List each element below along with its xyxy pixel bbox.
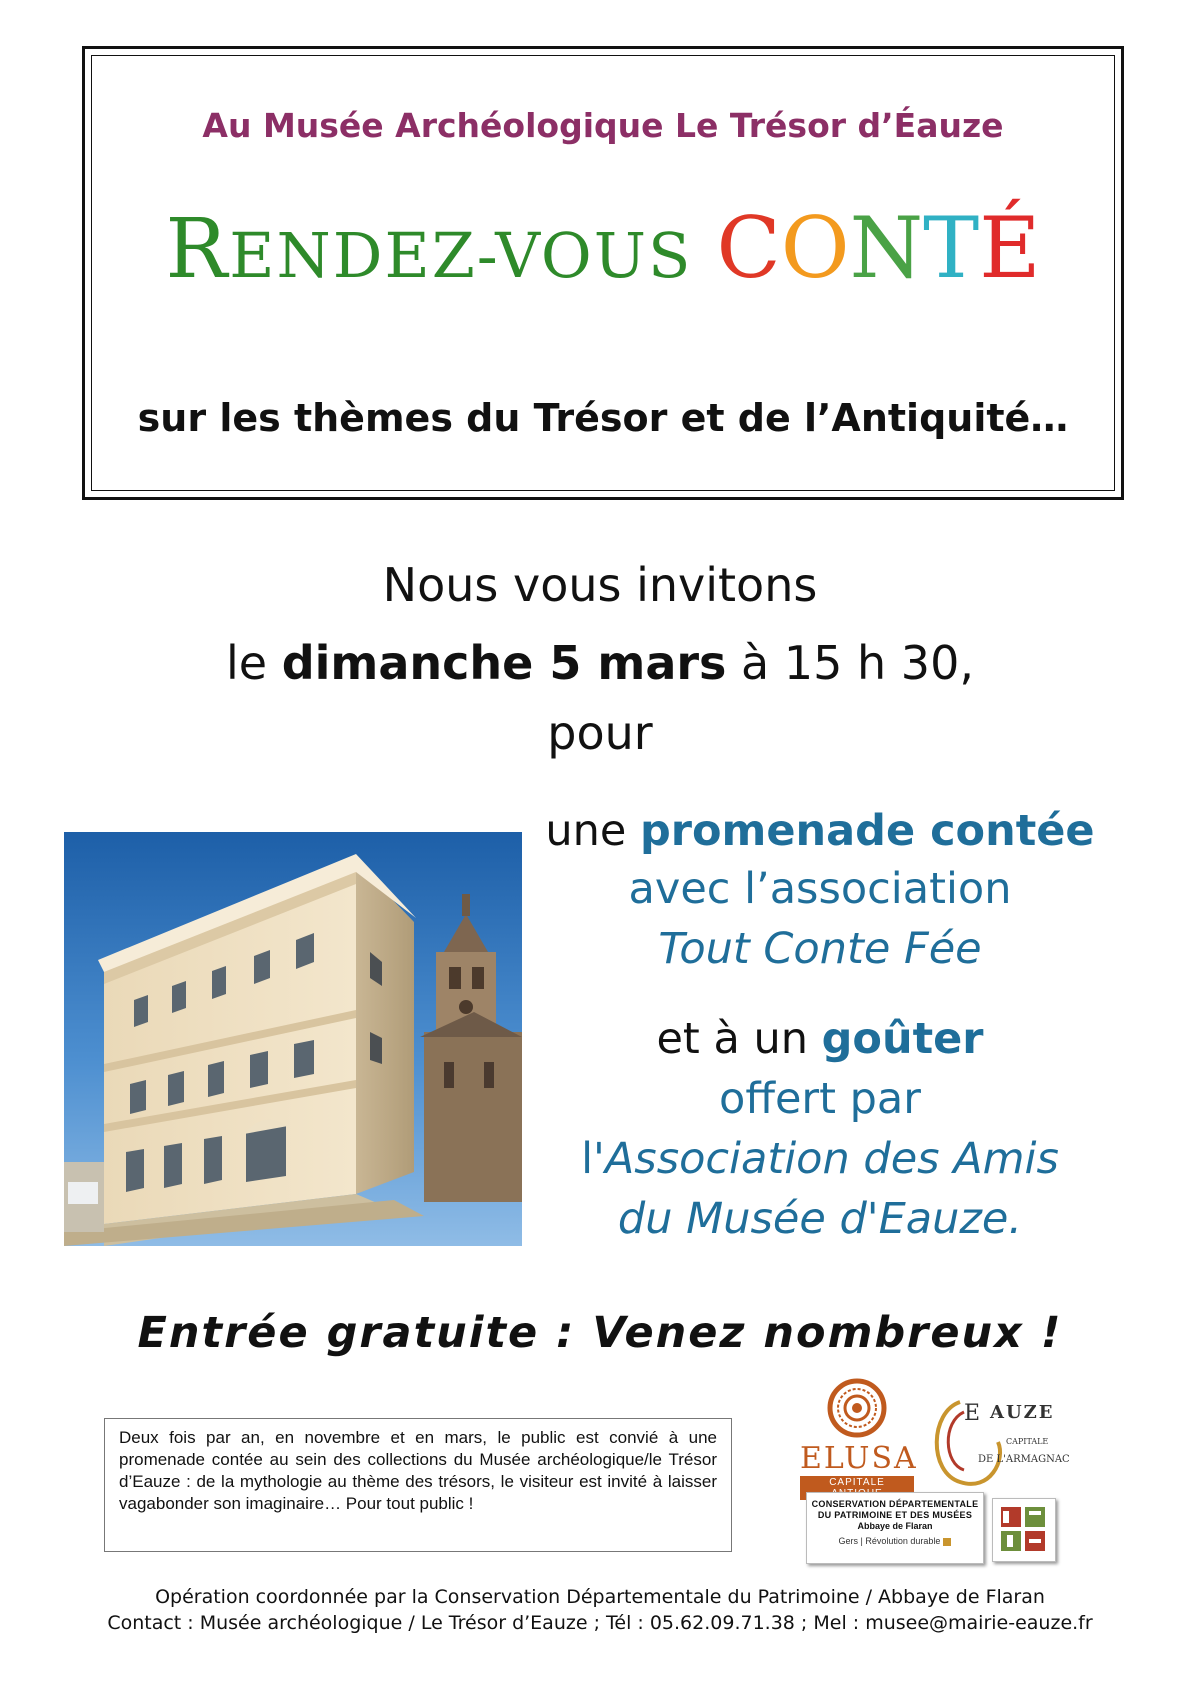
title-conte bbox=[716, 199, 1041, 297]
elusa-emblem-icon bbox=[827, 1378, 887, 1438]
footer-coordination: Opération coordonnée par la Conservation Départementale du Patrimoine / Abbaye de Flaran bbox=[155, 1586, 1045, 1608]
cd-line-2: DU PATRIMOINE ET DES MUSÉES bbox=[817, 1510, 973, 1520]
invite-line-1: Nous vous invitons bbox=[382, 558, 818, 612]
title-vous: VOUS bbox=[495, 219, 693, 292]
museum-name: Au Musée Archéologique Le Trésor d’Éauze bbox=[202, 106, 1004, 145]
eauze-name-rest: AUZE bbox=[990, 1402, 1055, 1423]
themes-subtitle: sur les thèmes du Trésor et de l’Antiquité… bbox=[137, 396, 1069, 440]
snack-title: goûter bbox=[821, 1014, 984, 1064]
free-entry-banner: Entrée gratuite : Venez nombreux ! bbox=[137, 1308, 1063, 1358]
elusa-name: ELUSA bbox=[800, 1441, 918, 1476]
cd-gers: Gers bbox=[838, 1536, 859, 1546]
conte-letter-e: É bbox=[979, 199, 1041, 297]
invite-prefix: le bbox=[226, 636, 282, 690]
gers-logo bbox=[992, 1498, 1056, 1562]
program-snack bbox=[526, 1014, 1114, 1064]
event-date: dimanche 5 mars bbox=[281, 636, 727, 690]
program-friends-line-1 bbox=[526, 1134, 1114, 1184]
snack-prefix: et à un bbox=[656, 1014, 822, 1064]
elusa-subtitle: CAPITALE bbox=[800, 1476, 914, 1500]
eauze-logo bbox=[920, 1382, 1070, 1502]
info-text: Deux fois par an, en novembre et en mars, le public est convié à une promenade contée au sein des collections du Musée archéologique/le Trésor d’Eauze : de la mythologie au thème des trésors, le visiteur est invité à laisser vagabonder son imaginaire… Pour tout public ! bbox=[119, 1428, 717, 1513]
conte-letter-t: T bbox=[923, 199, 980, 297]
program-association-name: Tout Conte Fée bbox=[658, 924, 982, 974]
program-offered-by: offert par bbox=[719, 1074, 921, 1124]
conte-letter-o: O bbox=[780, 199, 850, 297]
eauze-tagline-1: CAPITALE bbox=[1006, 1437, 1049, 1446]
event-title bbox=[92, 199, 1114, 297]
program-friends-line-2: du Musée d'Eauze. bbox=[617, 1194, 1023, 1244]
cd-line-4: Gers | Révolution durable bbox=[807, 1536, 983, 1546]
cd-square-icon bbox=[943, 1538, 951, 1546]
program-with-association: avec l’association bbox=[628, 864, 1012, 914]
invite-line-2 bbox=[0, 636, 1200, 690]
friends-name-1: Association des Amis bbox=[604, 1134, 1059, 1184]
eauze-tagline-2: DE L'ARMAGNAC bbox=[978, 1454, 1070, 1465]
title-letter-r: R bbox=[165, 202, 230, 297]
conservation-logo bbox=[806, 1492, 984, 1564]
invite-line-3: pour bbox=[547, 706, 653, 760]
museum-building-photo bbox=[64, 832, 522, 1246]
info-box bbox=[104, 1418, 732, 1552]
walk-title: promenade contée bbox=[640, 806, 1095, 856]
eauze-name: E bbox=[964, 1401, 981, 1426]
conte-letter-n: N bbox=[849, 199, 924, 297]
title-rendez-vous bbox=[165, 202, 692, 297]
program-walk bbox=[526, 806, 1114, 856]
conte-letter-c: C bbox=[716, 199, 781, 297]
cd-revolution: Révolution durable bbox=[865, 1536, 941, 1546]
header-frame bbox=[82, 46, 1124, 500]
friends-prefix: l' bbox=[581, 1134, 605, 1184]
gers-emblem-icon bbox=[993, 1499, 1055, 1561]
header-inner-frame bbox=[91, 55, 1115, 491]
cd-line-3: Abbaye de Flaran bbox=[857, 1521, 933, 1531]
event-time: à 15 h 30, bbox=[726, 636, 974, 690]
cd-line-1: CONSERVATION DÉPARTEMENTALE bbox=[811, 1499, 979, 1509]
walk-prefix: une bbox=[545, 806, 641, 856]
footer-contact: Contact : Musée archéologique / Le Trésor d’Eauze ; Tél : 05.62.09.71.38 ; Mel : musee@mairie-eauze.fr bbox=[107, 1612, 1093, 1634]
title-hyphen: - bbox=[476, 219, 496, 292]
title-endez: ENDEZ bbox=[229, 219, 477, 292]
